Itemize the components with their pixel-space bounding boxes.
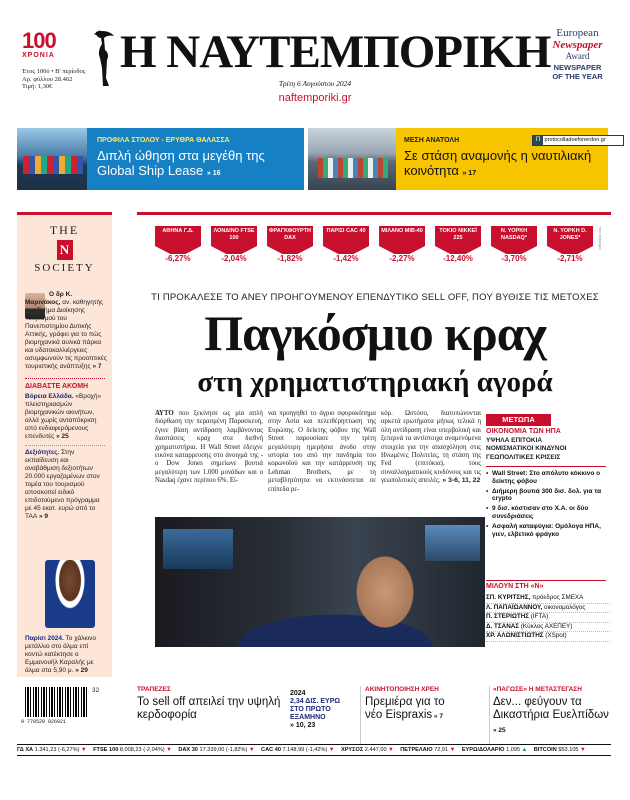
sidebar-item1-title: Βόρεια Ελλάδα. <box>25 393 74 400</box>
ticker-value: $53.105 <box>558 747 579 753</box>
market-value: -1,82% <box>272 254 308 263</box>
ticker-name: ΕΥΡΩ/ΔΟΛΑΡΙΟ <box>461 747 505 753</box>
market-value: -12,40% <box>440 254 476 263</box>
sidebar-item2-title: Δεξιότητες. <box>25 449 60 456</box>
sidebar-lead-name: Ο δρ Κ. Μαρινάκος, <box>25 291 73 306</box>
banner-right-headline-text: Σε στάση αναμονής η ναυτιλιακή κοινότητα <box>404 148 592 178</box>
ticker-value: 2.447,00 <box>364 747 387 753</box>
barcode <box>17 683 112 731</box>
ticker-name: ΠΕΤΡΕΛΑΙΟ <box>400 747 433 753</box>
market-indices-strip <box>155 226 600 274</box>
market-london <box>211 226 257 263</box>
teaser-banks[interactable] <box>137 686 287 744</box>
sidebar-lead-page: » 7 <box>90 363 102 370</box>
market-value: -2,71% <box>552 254 588 263</box>
fronts-bullets <box>486 466 606 538</box>
ticker-value: 8.008,23 (-2,04%) <box>119 747 165 753</box>
lead-subheadline[interactable]: στη χρηματιστηριακή αγορά <box>197 366 553 398</box>
speaker-role: οικονομολόγος <box>542 603 586 611</box>
sidebar-item3-text: Το χάλκινο μετάλλιο στο άλμα επί κοντώ κατέκτησε ο Εμμανουήλ Καραλής με άλμα στα 5,90 μ. <box>25 635 97 674</box>
award-line-of-the-year: OF THE YEAR <box>552 72 603 81</box>
sidebar-item1-text: «Βροχή» πλειστηριασμών βιομηχανικών ακινήτων, αλλά χωρίς ανταπόκριση από ενδιαφερόμενους επενδυτές <box>25 393 102 440</box>
teaser-banks-figure: 2,34 ΔΙΣ. ΕΥΡΩ ΣΤΟ ΠΡΩΤΟ ΕΞΑΜΗΝΟ <box>290 698 340 721</box>
speaker-name: Δ. ΤΣΑΝΑΣ <box>486 622 520 630</box>
award-line-newspaper-caps: NEWSPAPER <box>553 63 602 72</box>
ticker-name: FTSE 100 <box>93 747 119 753</box>
fronts-red-line: ΟΙΚΟΝΟΜΙΑ ΤΩΝ ΗΠΑ <box>486 428 561 435</box>
award-badge <box>530 28 625 81</box>
market-value: -6,27% <box>160 254 196 263</box>
speaker-name: ΧΡ. ΑΛΩΝΙΣΤΙΩΤΗΣ <box>486 632 544 639</box>
award-line-newspaper: Newspaper <box>552 39 603 51</box>
protocol-mark-icon: Π <box>533 136 543 145</box>
market-value: -2,27% <box>384 254 420 263</box>
banner-left-kicker: ΠΡΟΦΙΛΑ ΣΤΟΛΟΥ - ΕΡΥΘΡΑ ΘΑΛΑΣΣΑ <box>97 137 230 144</box>
fronts-line-geopolitics: ΓΕΩΠΟΛΙΤΙΚΕΣ ΚΡΙΣΕΙΣ <box>486 453 561 461</box>
trading-screen <box>163 529 233 569</box>
sidebar-item2-text: Στην εκπαίδευση και αναβάθμιση δεξιοτήτων 20.000 εργαζομένων στον τομέα του τουρισμού αποσκοπεί ειδικό επιδοτούμενο πρόγραμμα με 45 εκατ. ευρώ από το ΤΑΑ <box>25 449 100 520</box>
hermes-logo-icon <box>92 28 118 88</box>
sidebar-lead-article[interactable] <box>25 291 107 371</box>
ticker-name: ΓΔ ΧΑ <box>17 747 34 753</box>
banner-left-page: » 16 <box>206 170 221 177</box>
fronts-box <box>486 428 606 540</box>
lead-column-1-lead: ΑΥΤΟ <box>155 410 174 417</box>
karalis-photo <box>45 560 95 628</box>
market-frankfurt <box>267 226 313 263</box>
down-arrow-icon: ▼ <box>388 747 394 753</box>
lead-column-1-text: που ξεκίνησε ως μία απλή διόρθωση την περασμένη Παρασκευή, έγινε βίαιη αντίδραση λαμβάνοντας διαστάσεις κραχ στα διεθνή χρηματιστήρια. Η Wall Street έδειχνε εικόνα καταρρευσης στο άνοιγμά της - ο Dow Jones σημείωνε βουτιά μεγαλύτερη των 1.000 μονάδων και ο Nasdaq έχανε περίπου 6%. Εί- <box>155 410 263 485</box>
speaker-role: (XSpot) <box>543 632 567 639</box>
lead-column-3 <box>381 410 481 486</box>
banner-right-kicker: ΜΕΣΗ ΑΝΑΤΟΛΗ <box>404 137 460 144</box>
divider <box>489 686 490 744</box>
teaser-debts-page: » 7 <box>432 713 443 720</box>
speaker-row <box>486 632 610 642</box>
down-arrow-icon: ▼ <box>166 747 172 753</box>
ticker-item <box>178 747 254 753</box>
teaser-courts-headline <box>493 696 611 737</box>
speaker-name: Π. ΣΤΕΡΙΩΤΗΣ <box>486 613 530 620</box>
market-value: -3,70% <box>496 254 532 263</box>
market-nasdaq <box>491 226 537 263</box>
container-ship-photo <box>17 128 87 190</box>
market-label: ΛΟΝΔΙΝΟ FTSE 100 <box>211 226 257 246</box>
lead-column-3-text: κόρ. Ωστόσο, διατυπώνονται αρκετά ερωτήματα μήπως τελικά η όλη αντίδραση είναι υπερβολική και ξεπερνά τα αντίστοιχα αναμενόμενα στοιχεία για την απασχόληση στις Ηνωμένες Πολιτείες, τη στάση της Fed (επιτόκια), τους συναλλαγματικούς κινδύνους και τις γεωπολιτικές απειλές. <box>381 410 481 485</box>
speaker-role: πρόεδρος ΣΜΕΧΑ <box>530 594 584 601</box>
teaser-courts-headline-text: Δεν... φεύγουν τα Δικαστήρια Ευελπίδων <box>493 696 609 721</box>
banner-right-headline <box>404 148 604 181</box>
barcode-icon <box>25 687 87 717</box>
fronts-bullet: • Ασφαλή καταφύγια: Ομόλογα ΗΠΑ, γιεν, ελβετικό φράγκο <box>486 523 606 539</box>
ticker-value: 7.148,99 (-1,42%) <box>282 747 328 753</box>
fronts-bullet: • 9 δισ. κόστισαν στο Χ.Α. οι δύο συνεδριάσεις <box>486 505 606 521</box>
sidebar-item1-page: » 25 <box>54 433 69 440</box>
ticker-item <box>462 747 527 753</box>
fronts-line-currency: ΝΟΜΙΣΜΑΤΙΚΟΙ ΚΙΝΔΥΝΟΙ <box>486 445 567 452</box>
society-name: SOCIETY <box>34 262 95 274</box>
market-dow-jones <box>547 226 593 263</box>
ticker-name: ΧΡΥΣΟΣ <box>340 747 364 753</box>
barcode-digits: 9 770520 026021 <box>21 719 67 725</box>
society-the: THE <box>49 223 80 237</box>
society-sidebar <box>17 212 112 677</box>
centenary-label: ΧΡΟΝΙΑ <box>22 52 55 59</box>
barcode-issue: 32 <box>92 687 100 694</box>
sidebar-item3-title: Παρίσι 2024. <box>25 635 64 642</box>
market-tokyo <box>435 226 481 263</box>
market-label: ΤΟΚΙΟ ΝΙΚΚΕΪ 225 <box>435 226 481 246</box>
ticker-item <box>400 747 455 753</box>
speakers-list <box>486 594 610 642</box>
lead-column-3-page: » 3-6, 11, 22 <box>440 477 481 485</box>
ticker-item <box>93 747 172 753</box>
centenary-logo <box>22 30 70 59</box>
speaker-role: (IFTA) <box>529 613 549 620</box>
up-arrow-icon: ▲ <box>521 747 528 753</box>
lead-column-1 <box>155 410 263 486</box>
society-n: N <box>57 240 73 260</box>
fronts-line-rates: ΥΨΗΛΑ ΕΠΙΤΟΚΙΑ <box>486 436 543 444</box>
ticker-value: 72,91 <box>434 747 449 753</box>
ticker-value: 17.339,00 (-1,82%) <box>199 747 248 753</box>
teaser-banks-stat <box>290 690 350 730</box>
protocol-text: protocolladoefonerdon.gr <box>544 137 606 143</box>
market-label: ΠΑΡΙΣΙ CAC 40 <box>323 226 369 246</box>
issue-date: Τρίτη 6 Αυγούστου 2024 <box>278 79 352 88</box>
speaker-row <box>486 594 610 604</box>
banner-left-headline <box>97 148 302 181</box>
port-photo <box>308 128 396 190</box>
market-label: ΑΘΗΝΑ Γ.Δ. <box>155 226 201 246</box>
newspaper-title: Η ΝΑΥΤΕΜΠΟΡΙΚΗ <box>120 26 551 78</box>
trading-screen <box>425 525 480 561</box>
banner-right-page: » 17 <box>462 170 477 177</box>
trader-photo <box>155 517 485 647</box>
down-arrow-icon: ▼ <box>328 747 335 753</box>
protocol-label <box>532 135 624 146</box>
sidebar-item-skills[interactable] <box>25 445 105 521</box>
lead-headline[interactable]: Παγκόσμιο κραχ <box>204 305 546 361</box>
down-arrow-icon: ▼ <box>449 747 456 753</box>
teaser-courts-page: » 25 <box>493 727 506 734</box>
market-athens <box>155 226 201 263</box>
website-link[interactable]: naftemporiki.gr <box>278 92 352 104</box>
markets-caption: *στο κλείσιμο <box>598 226 603 250</box>
issue-price: Τιμή: 1,30€ <box>22 83 53 90</box>
teaser-courts-kicker: «ΠΑΓΩΣΕ» Η ΜΕΤΑΣΤΕΓΑΣΗ <box>493 686 582 693</box>
lead-column-2: ναι προηγηθεί το άγριο σφυροκόπημα στην Ασία και πελειθέρηπτωση της Ευρώπης. Ο δείκτης φόβου της Wall Street παρουσίασε την τρίτη μεγαλύτερη ημερήσια άνοδο στην ιστορία του από την πανδημία του κορωνοϊού και την κατάρρευση της Lehman Brothers, με τη μεταβλητότητα να εκτινάσσεται σε επίπεδα ρε- <box>268 410 376 493</box>
teaser-debts-headline <box>365 696 445 723</box>
speakers-label: ΜΙΛΟΥΝ ΣΤΗ «Ν» <box>486 580 606 590</box>
ticker-item <box>261 747 334 753</box>
ticker-value: 1.341,23 (-6,27%) <box>34 747 80 753</box>
speaker-row <box>486 623 610 633</box>
market-ticker <box>17 744 611 756</box>
ticker-name: CAC 40 <box>261 747 281 753</box>
teaser-banks-kicker: ΤΡΑΠΕΖΕΣ <box>137 686 171 693</box>
ticker-name: DAX 30 <box>178 747 198 753</box>
the-n-society-logo <box>17 223 112 274</box>
teaser-banks-page: » 10, 23 <box>290 722 316 729</box>
teaser-debts-kicker: ΑΚΙΝΗΤΟΠΟΙΗΣΗ ΧΡΕΗ <box>365 686 439 693</box>
sidebar-lead-text: αν. καθηγητής στο Τμήμα Διοίκησης Τουρισμού του Πανεπιστημίου Δυτικής Αττικής, γράφει για το πώς βιομηχανικά αυλικά πάρκα και υδατοκαλλιέργειες ασυμφωνούν τις προοπτικές τουριστικής ανάπτυξης <box>25 299 107 370</box>
teaser-banks-year: 2024 <box>290 690 306 697</box>
market-value: -2,04% <box>216 254 252 263</box>
speaker-role: (Κύκλος ΑΧΕΠΕΥ) <box>519 622 573 630</box>
masthead <box>0 0 630 118</box>
sidebar-item2-page: » 9 <box>37 513 49 520</box>
issue-info <box>22 68 102 91</box>
speaker-name: ΣΠ. ΚΥΡΙΤΣΗΣ, <box>486 594 531 601</box>
fronts-label: ΜΕΤΩΠΑ <box>486 414 551 426</box>
teaser-debts[interactable] <box>360 686 445 744</box>
banner-left-headline-text: Διπλή ώθηση στα μεγέθη της Global Ship Lease <box>97 148 265 178</box>
fronts-bullet: • Wall Street: Στο απόλυτο κόκκινο ο δείκτης φόβου <box>486 470 606 486</box>
issue-number: Αρ. φύλλου 28.462 <box>22 75 73 83</box>
ticker-name: BITCOIN <box>533 747 557 753</box>
market-paris <box>323 226 369 263</box>
ticker-value: 1,095 <box>506 747 521 753</box>
sidebar-item-paris-2024[interactable] <box>25 635 105 675</box>
award-line-european: European <box>556 27 599 39</box>
speaker-row <box>486 613 610 623</box>
market-value: -1,42% <box>328 254 364 263</box>
market-label: ΜΙΛΑΝΟ MIB-40 <box>379 226 425 246</box>
teaser-banks-headline: To sell off απειλεί την υψηλή κερδοφορία <box>137 696 281 721</box>
award-line-award: Award <box>565 51 590 61</box>
fronts-bullet: • Διήμερη βουτιά 300 δισ. δολ. για τα crypto <box>486 488 606 504</box>
teaser-debts-headline-text: Πρεμιέρα για το νέο Eisprаxis <box>365 696 445 721</box>
centenary-number: 100 <box>22 28 56 53</box>
ticker-item <box>341 747 394 753</box>
market-label: Ν. ΥΟΡΚΗ NASDAQ* <box>491 226 537 246</box>
down-arrow-icon: ▼ <box>81 747 87 753</box>
sidebar-item3-page: » 29 <box>73 667 88 674</box>
market-label: ΦΡΑΓΚΦΟΥΡΤΗ DAX <box>267 226 313 246</box>
market-milan <box>379 226 425 263</box>
speaker-row <box>486 604 610 614</box>
ticker-item <box>17 747 87 753</box>
market-label: Ν. ΥΟΡΚΗ D. JONES* <box>547 226 593 246</box>
read-more-section-label: ΔΙΑΒΑΣΤΕ ΑΚΟΜΗ <box>25 378 105 390</box>
ticker-item <box>534 747 586 753</box>
banner-global-ship-lease[interactable] <box>17 128 304 190</box>
lead-overline: ΤΙ ΠΡΟΚΑΛΕΣΕ ΤΟ ΑΝΕΥ ΠΡΟΗΓΟΥΜΕΝΟΥ ΕΠΕΝΔΥΤΙΚΟ SELL OFF, ΠΟΥ ΒΥΘΙΣΕ ΤΙΣ ΜΕΤΟΧΕΣ <box>151 292 599 303</box>
teaser-courts[interactable] <box>493 686 611 744</box>
down-arrow-icon: ▼ <box>248 747 255 753</box>
down-arrow-icon: ▼ <box>580 747 586 753</box>
speaker-name: Λ. ΠΑΠΑΪΩΑΝΝΟΥ, <box>486 603 543 611</box>
issue-year: Έτος 100ό • Β' περίοδος <box>22 68 86 75</box>
sidebar-item-northern-greece[interactable] <box>25 393 105 441</box>
